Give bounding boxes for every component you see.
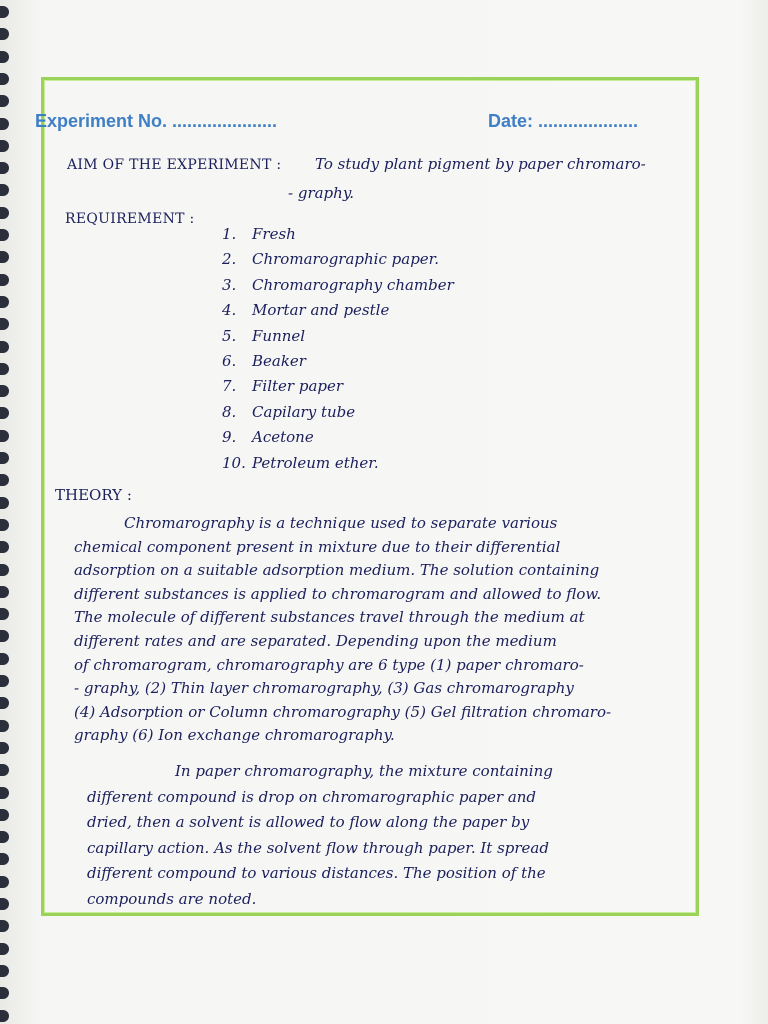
item-text: Chromarographic paper. bbox=[252, 250, 439, 269]
item-text: Funnel bbox=[252, 326, 306, 345]
spiral-binding bbox=[0, 0, 14, 1024]
item-text: Acetone bbox=[252, 428, 314, 447]
item-text: Mortar and pestle bbox=[252, 301, 390, 320]
binding-hole bbox=[0, 363, 9, 375]
binding-hole bbox=[0, 452, 9, 464]
list-item bbox=[222, 301, 454, 326]
item-number: 8. bbox=[222, 402, 237, 421]
binding-hole bbox=[0, 118, 9, 130]
binding-hole bbox=[0, 497, 9, 509]
binding-hole bbox=[0, 318, 9, 330]
experiment-number-label: Experiment No. ..................... bbox=[35, 111, 278, 131]
list-item bbox=[222, 276, 454, 301]
item-number: 3. bbox=[222, 275, 237, 294]
text-line: In paper chromarography, the mixture containing bbox=[175, 762, 553, 780]
binding-hole bbox=[0, 987, 9, 999]
text-line: different substances is applied to chromarogram and allowed to flow. bbox=[74, 584, 602, 603]
binding-hole bbox=[0, 697, 9, 709]
text-line: of chromarogram, chromarography are 6 type (1) paper chromaro- bbox=[74, 655, 584, 674]
binding-hole bbox=[0, 853, 9, 865]
aim-text-line-2: - graphy. bbox=[288, 184, 355, 202]
item-text: Beaker bbox=[252, 351, 306, 370]
item-text: Capilary tube bbox=[252, 402, 356, 421]
item-text: Filter paper bbox=[252, 377, 344, 396]
list-item bbox=[222, 454, 454, 479]
binding-hole bbox=[0, 965, 9, 977]
binding-hole bbox=[0, 385, 9, 397]
text-line: graphy (6) Ion exchange chromarography. bbox=[74, 726, 395, 745]
text-line: compounds are noted. bbox=[87, 889, 257, 908]
text-line: The molecule of different substances travel through the medium at bbox=[74, 608, 585, 627]
binding-hole bbox=[0, 541, 9, 553]
item-number: 4. bbox=[222, 301, 237, 320]
binding-hole bbox=[0, 184, 9, 196]
binding-hole bbox=[0, 73, 9, 85]
binding-hole bbox=[0, 876, 9, 888]
requirement-list bbox=[222, 225, 454, 479]
binding-hole bbox=[0, 51, 9, 63]
item-number: 10. bbox=[222, 453, 246, 472]
text-line: different compound is drop on chromarographic paper and bbox=[87, 787, 537, 806]
binding-hole bbox=[0, 162, 9, 174]
binding-hole bbox=[0, 608, 9, 620]
binding-hole bbox=[0, 764, 9, 776]
binding-hole bbox=[0, 586, 9, 598]
binding-hole bbox=[0, 943, 9, 955]
binding-hole bbox=[0, 898, 9, 910]
binding-hole bbox=[0, 831, 9, 843]
item-number: 9. bbox=[222, 428, 237, 447]
text-line: - graphy, (2) Thin layer chromarography, (3) Gas chromarography bbox=[74, 679, 574, 698]
binding-hole bbox=[0, 28, 9, 40]
text-line: different compound to various distances. The position of the bbox=[87, 864, 546, 882]
binding-hole bbox=[0, 720, 9, 732]
list-item bbox=[222, 225, 454, 250]
item-number: 7. bbox=[222, 377, 237, 396]
binding-hole bbox=[0, 474, 9, 486]
binding-hole bbox=[0, 519, 9, 531]
binding-hole bbox=[0, 430, 9, 442]
binding-hole bbox=[0, 920, 9, 932]
list-item bbox=[222, 327, 454, 352]
requirement-heading: REQUIREMENT : bbox=[65, 211, 195, 227]
binding-hole bbox=[0, 296, 9, 308]
binding-hole bbox=[0, 341, 9, 353]
binding-hole bbox=[0, 229, 9, 241]
text-line: adsorption on a suitable adsorption medium. The solution containing bbox=[74, 561, 600, 580]
binding-hole bbox=[0, 207, 9, 219]
list-item bbox=[222, 403, 454, 428]
binding-hole bbox=[0, 1010, 9, 1022]
binding-hole bbox=[0, 742, 9, 754]
text-line: dried, then a solvent is allowed to flow along the paper by bbox=[87, 813, 530, 831]
item-number: 5. bbox=[222, 326, 237, 345]
binding-hole bbox=[0, 6, 9, 18]
binding-hole bbox=[0, 675, 9, 687]
item-number: 1. bbox=[222, 225, 237, 243]
text-line: (4) Adsorption or Column chromarography (5) Gel filtration chromaro- bbox=[74, 702, 612, 721]
list-item bbox=[222, 377, 454, 402]
text-line: different rates and are separated. Depending upon the medium bbox=[74, 631, 557, 650]
binding-hole bbox=[0, 140, 9, 152]
theory-paragraph-2 bbox=[87, 762, 553, 915]
binding-hole bbox=[0, 809, 9, 821]
theory-heading: THEORY : bbox=[55, 486, 132, 504]
list-item bbox=[222, 352, 454, 377]
binding-hole bbox=[0, 407, 9, 419]
list-item bbox=[222, 250, 454, 275]
binding-hole bbox=[0, 630, 9, 642]
aim-text-line-1: To study plant pigment by paper chromaro- bbox=[315, 155, 646, 173]
date-label: Date: .................... bbox=[488, 111, 639, 131]
text-line: chemical component present in mixture due to their differential bbox=[74, 537, 561, 556]
binding-hole bbox=[0, 653, 9, 665]
theory-paragraph-1 bbox=[74, 514, 611, 750]
binding-hole bbox=[0, 787, 9, 799]
item-text: Petroleum ether. bbox=[252, 453, 379, 472]
text-line: capillary action. As the solvent flow through paper. It spread bbox=[87, 838, 549, 857]
binding-hole bbox=[0, 564, 9, 576]
binding-hole bbox=[0, 95, 9, 107]
text-line: Chromarography is a technique used to separate various bbox=[124, 514, 558, 532]
item-number: 2. bbox=[222, 250, 237, 269]
aim-heading: AIM OF THE EXPERIMENT : bbox=[67, 157, 282, 173]
binding-hole bbox=[0, 251, 9, 263]
item-number: 6. bbox=[222, 351, 237, 370]
item-text: Fresh bbox=[252, 225, 296, 243]
list-item bbox=[222, 428, 454, 453]
page-header bbox=[35, 111, 693, 137]
item-text: Chromarography chamber bbox=[252, 275, 454, 294]
binding-hole bbox=[0, 274, 9, 286]
